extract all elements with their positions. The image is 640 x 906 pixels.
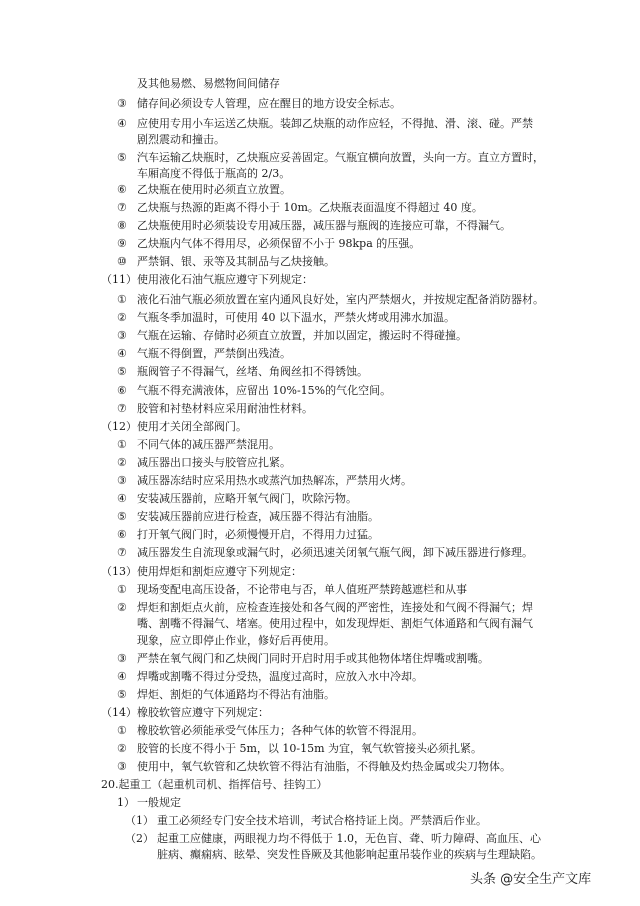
item-number: ② <box>117 311 127 324</box>
item-number: （13） <box>101 565 137 578</box>
item-number: ② <box>117 456 127 469</box>
item-number: ⑨ <box>117 237 127 250</box>
item-number: 1） <box>117 796 135 809</box>
item-number: ⑤ <box>117 510 127 523</box>
text-line: 气瓶不得倒置，严禁倒出残渣。 <box>137 347 291 360</box>
text-line: 乙炔瓶在使用时必须直立放置。 <box>137 183 291 196</box>
section-heading: 使用才关闭全部阀门。 <box>137 420 247 433</box>
text-line: 胶管的长度不得小于 5m，以 10-15m 为宜，氧气软管接头必须扎紧。 <box>137 742 483 755</box>
text-line: 橡胶软管必须能承受气体压力；各种气体的软管不得混用。 <box>137 724 423 737</box>
item-number: ⑧ <box>117 219 127 232</box>
text-line: 焊炬和割炬点火前，应检查连接处和各气阀的严密性，连接处和气阀不得漏气；焊 <box>137 601 533 614</box>
section-heading: 使用液化石油气瓶应遵守下列规定： <box>137 273 313 286</box>
item-number: ⑦ <box>117 402 127 415</box>
text-line: 汽车运输乙炔瓶时，乙炔瓶应妥善固定。气瓶宜横向放置，头向一方。直立方置时， <box>137 151 544 164</box>
section-heading: 使用焊炬和割炬应遵守下列规定： <box>137 565 302 578</box>
text-line: 乙炔瓶使用时必须装设专用减压器，减压器与瓶阀的连接应可靠，不得漏气。 <box>137 219 511 232</box>
item-number: ③ <box>117 760 127 773</box>
text-line: 应使用专用小车运送乙炔瓶。装卸乙炔瓶的动作应轻，不得抛、滑、滚、碰。严禁 <box>137 117 533 130</box>
item-number: （12） <box>101 420 137 433</box>
item-number: ⑦ <box>117 201 127 214</box>
item-number: ⑦ <box>117 546 127 559</box>
text-line: 储存间必须设专人管理，应在醒目的地方设安全标志。 <box>137 97 401 110</box>
text-line: 液化石油气瓶必须放置在室内通风良好处，室内严禁烟火，并按规定配备消防器材。 <box>137 293 544 306</box>
item-number: ③ <box>117 652 127 665</box>
item-number: ⑩ <box>117 255 127 268</box>
text-line: 重工必须经专门安全技术培训，考试合格持证上岗。严禁酒后作业。 <box>157 814 487 827</box>
item-number: ② <box>117 601 127 614</box>
item-number: ① <box>117 293 127 306</box>
section-heading: 橡胶软管应遵守下列规定： <box>137 706 269 719</box>
item-number: ① <box>117 438 127 451</box>
text-line: 乙炔瓶内气体不得用尽，必须保留不小于 98kpa 的压强。 <box>137 237 421 250</box>
text-line: 气瓶冬季加温时，可使用 40 以下温水，严禁火烤或用沸水加温。 <box>137 311 455 324</box>
text-line: 安装减压器前，应略开氧气阀门，吹除污物。 <box>137 492 357 505</box>
section-heading: 一般规定 <box>137 796 181 809</box>
item-number: ⑤ <box>117 688 127 701</box>
text-line: 瓶阀管子不得漏气，丝堵、角阀丝扣不得锈蚀。 <box>137 365 368 378</box>
item-number: ④ <box>117 670 127 683</box>
text-line: 现象，应立即停止作业，修好后再使用。 <box>137 634 335 647</box>
item-number: （1） <box>125 814 154 827</box>
text-line: 焊炬、割炬的气体通路均不得沾有油脂。 <box>137 688 335 701</box>
item-number: ⑤ <box>117 365 127 378</box>
text-line: 安装减压器前应进行检查，减压器不得沾有油脂。 <box>137 510 379 523</box>
text-line: 起重工应健康，两眼视力均不得低于 1.0，无色盲、聋、听力障碍、高血压、心 <box>157 832 541 845</box>
item-number: ⑥ <box>117 384 127 397</box>
item-number: ② <box>117 742 127 755</box>
item-number: （11） <box>101 273 137 286</box>
text-line: 脏病、癫痫病、眩晕、突发性昏厥及其他影响起重吊装作业的疾病与生理缺陷。 <box>157 848 542 861</box>
text-line: 焊嘴或割嘴不得过分受热，温度过高时，应放入水中冷却。 <box>137 670 423 683</box>
item-number: ④ <box>117 492 127 505</box>
text-line: 严禁在氧气阀门和乙炔阀门同时开启时用手或其他物体堵住焊嘴或割嘴。 <box>137 652 489 665</box>
item-number: ③ <box>117 474 127 487</box>
text-line: 严禁铜、银、汞等及其制品与乙炔接触。 <box>137 255 335 268</box>
text-line: 车厢高度不得低于瓶高的 2/3。 <box>137 167 291 180</box>
text-line: 及其他易燃、易燃物间间储存 <box>137 77 280 90</box>
watermark-footer: 头条 @安全生产文库 <box>470 872 592 887</box>
text-line: 剧烈震动和撞击。 <box>137 133 225 146</box>
text-line: 现场变配电高压设备，不论带电与否，单人值班严禁跨越遮栏和从事 <box>137 583 467 596</box>
item-number: ③ <box>117 97 127 110</box>
text-line: 气瓶不得充满液体，应留出 10%-15%的气化空间。 <box>137 384 392 397</box>
text-line: 嘴、割嘴不得漏气、堵塞。使用过程中，如发现焊炬、割炬气体通路和气阀有漏气 <box>137 617 533 630</box>
text-line: 胶管和衬垫材料应采用耐油性材料。 <box>137 402 313 415</box>
item-number: ① <box>117 583 127 596</box>
item-number: ① <box>117 724 127 737</box>
text-line: 减压器发生自流现象或漏气时，必须迅速关闭氧气瓶气阀，卸下减压器进行修理。 <box>137 546 533 559</box>
section-heading: 20.起重工（起重机司机、指挥信号、挂钩工） <box>101 778 328 791</box>
text-line: 乙炔瓶与热源的距离不得小于 10m。乙炔瓶表面温度不得超过 40 度。 <box>137 201 483 214</box>
item-number: ③ <box>117 329 127 342</box>
item-number: ⑥ <box>117 528 127 541</box>
text-line: 减压器出口接头与胶管应扎紧。 <box>137 456 291 469</box>
item-number: ④ <box>117 117 127 130</box>
item-number: ④ <box>117 347 127 360</box>
text-line: 不同气体的减压器严禁混用。 <box>137 438 280 451</box>
item-number: （14） <box>101 706 137 719</box>
item-number: ⑥ <box>117 183 127 196</box>
item-number: （2） <box>125 832 154 845</box>
text-line: 减压器冻结时应采用热水或蒸汽加热解冻，严禁用火烤。 <box>137 474 412 487</box>
item-number: ⑤ <box>117 151 127 164</box>
text-line: 使用中，氧气软管和乙炔软管不得沾有油脂，不得触及灼热金属或尖刀物体。 <box>137 760 511 773</box>
text-line: 打开氧气阀门时，必须慢慢开启，不得用力过猛。 <box>137 528 379 541</box>
text-line: 气瓶在运输、存储时必须直立放置，并加以固定，搬运时不得碰撞。 <box>137 329 467 342</box>
